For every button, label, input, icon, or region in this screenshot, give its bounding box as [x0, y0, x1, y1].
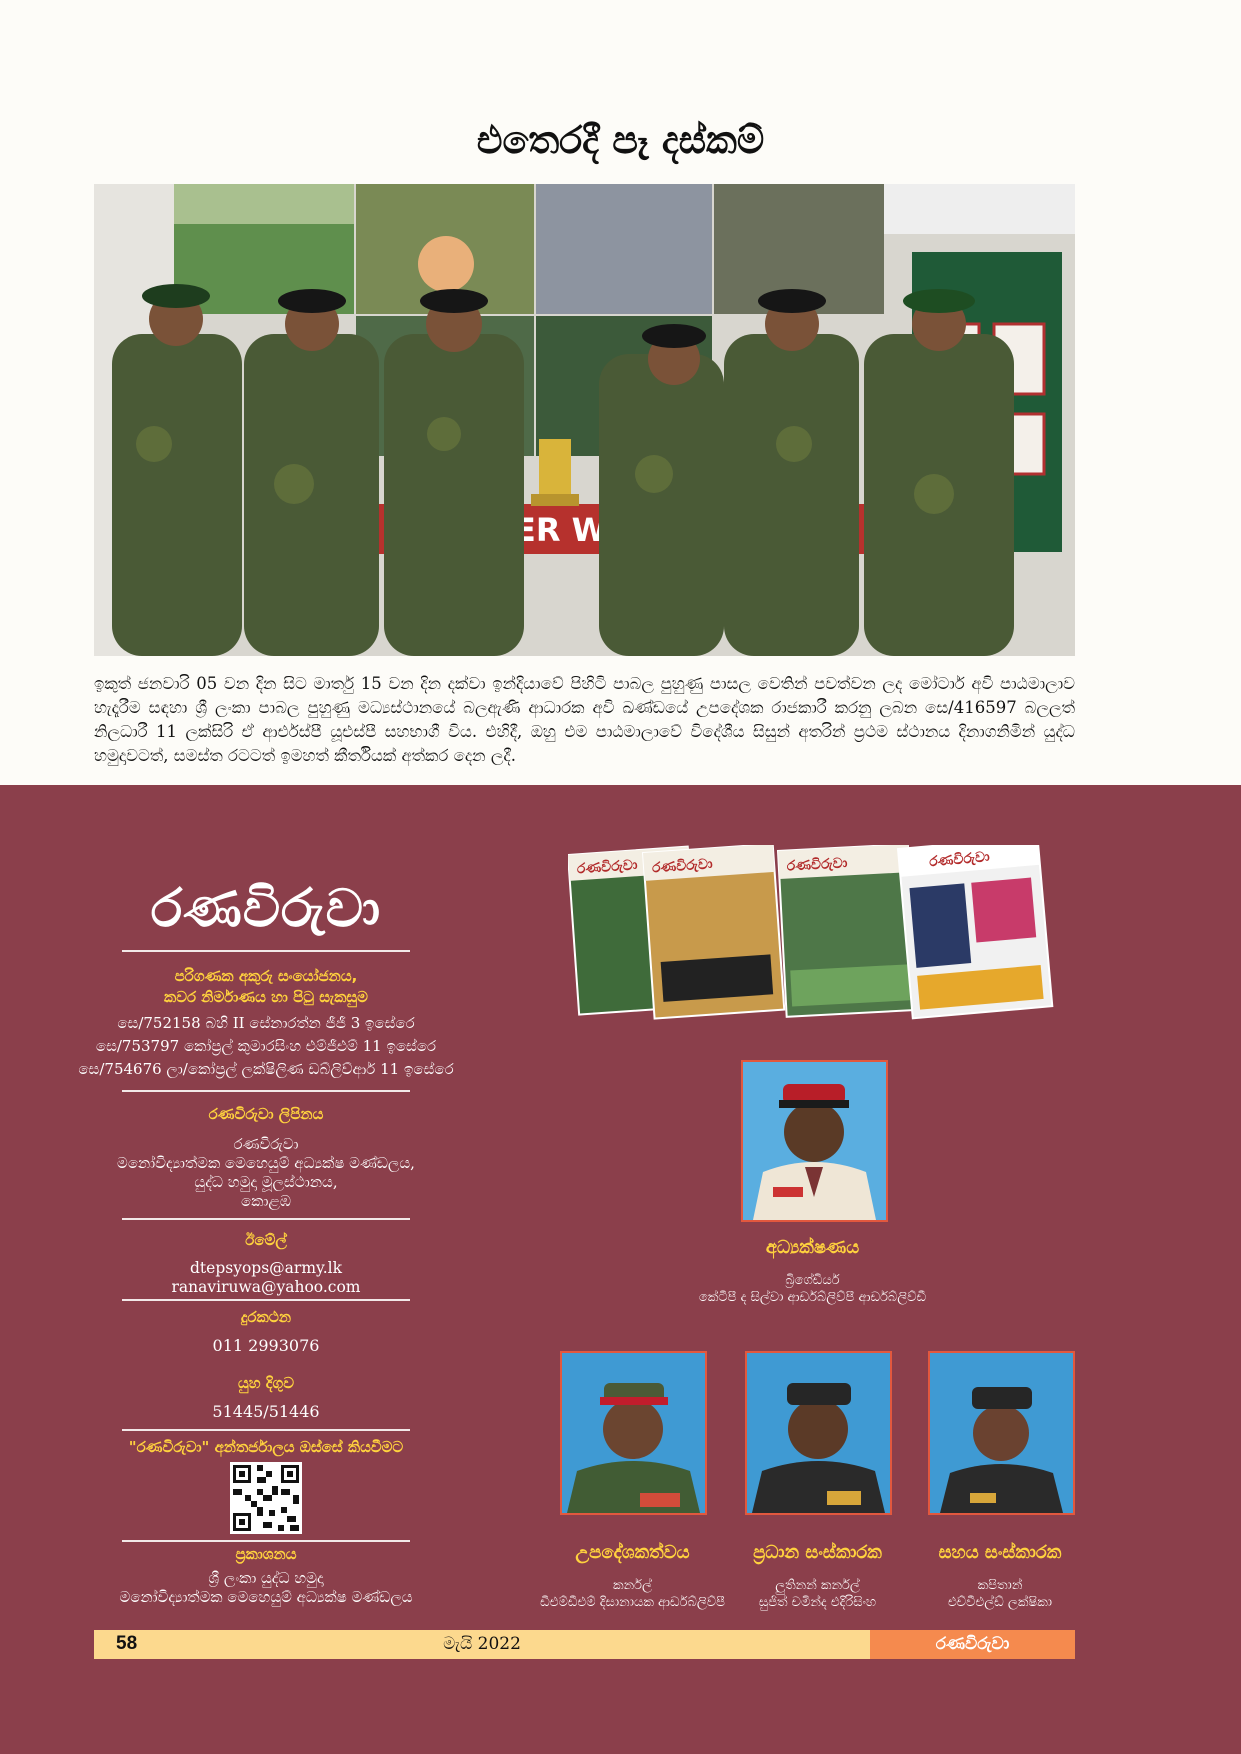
phone-number: 011 2993076: [212, 1336, 320, 1355]
assistant-editor-rank: කපිතාන්: [977, 1578, 1023, 1593]
credits-title-line2: කවර නිර්මාණය හා පිටු සැකසුම: [164, 988, 368, 1006]
email-section: [48, 1230, 484, 1297]
divider: [122, 1540, 410, 1542]
director-rank: බ්‍රිගේඩියර්: [785, 1273, 840, 1288]
director-name: කේටීපී ද සිල්වා ආර්ඩබ්ලිව්පී ආර්ඩබ්ලිව්ඩී: [698, 1290, 927, 1305]
cover-masthead: රණවිරුවා: [651, 856, 714, 877]
divider: [122, 1429, 410, 1431]
article-body: ඉකුත් ජනවාරි 05 වන දින සිට මාර්තු 15 වන දින දක්වා ඉන්දියාවේ පිහිටි පාබල පුහුණු පාසල වෙතින් පවත්වන ලද මෝටාර් අවි පාඨමාලාව හැදෑරීම සඳහා ශ්‍රී ලංකා පාබල පුහුණු මධ්‍යස්ථානයේ බලඇණි ආධාරක අවි ඛණ්ඩයේ උපදේශක රාජකාරී කරනු ලබන සෙ/416597 බලලත් නිලධාරී 11 ලක්සිරි ඒ ආර්එස්පී යූඑස්පී සහභාගී විය. එහිදී, ඔහු එම පාඨමාලාවේ විදේශීය සිසුන් අතරින් ප්‍රථම ස්ථානය දිනාගනිමින් යුද්ධ හමුදාවටත්, සමස්ත රටටත් ඉමහත් කීර්තියක් අත්කර දෙන ලදී.: [94, 674, 1075, 765]
issue-date: මැයි 2022: [443, 1634, 521, 1654]
advisor-role: උපදේශකත්වය: [575, 1542, 690, 1563]
award-photo: [94, 184, 1075, 656]
page-footer: [94, 1630, 1075, 1659]
email-address[interactable]: ranaviruwa@yahoo.com: [171, 1278, 361, 1296]
army-line-number: 51445/51446: [212, 1402, 320, 1421]
army-line-title: යුහ දිගුව: [238, 1374, 294, 1392]
photo-banner-text: ER: [514, 511, 561, 549]
chief-editor-role: ප්‍රධාන සංස්කාරක: [753, 1542, 882, 1563]
credits-section: [48, 966, 484, 1081]
divider: [122, 950, 410, 952]
phone-section: [48, 1307, 484, 1355]
online-section: [48, 1437, 484, 1534]
chief-editor-name: සුජිත් චමින්ද එදිරිසිංහ: [758, 1595, 877, 1610]
footer-masthead: රණවිරුවා: [935, 1634, 1010, 1654]
advisor-rank: කර්නල්: [613, 1578, 652, 1593]
chief-editor-portrait: [745, 1351, 892, 1515]
masthead-logo: රණවිරුවා: [150, 879, 382, 939]
credits-title-line1: පරිගණක අකුරු සංයෝජනය,: [174, 967, 358, 985]
cover-masthead: රණවිරුවා: [576, 857, 639, 878]
divider: [122, 1299, 410, 1301]
office-section: [48, 1104, 484, 1211]
advisor-portrait: [560, 1351, 707, 1515]
credit-line: සෙ/754676 ලා/කෝප්‍රල් ලක්ෂිලිණ ඩබ්ලිව්ආර් 11 ඉසේරෙ: [78, 1060, 454, 1078]
credit-line: සෙ/753797 කෝප්‍රල් කුමාරසිංහ එම්ජීඑම් 11 ඉසේරෙ: [95, 1037, 437, 1055]
director-role: අධ්‍යක්ෂණය: [765, 1237, 860, 1258]
office-line: යුද්ධ හමුදා මූලස්ථානය,: [194, 1173, 338, 1191]
page-number: 58: [116, 1633, 138, 1654]
divider: [122, 1090, 410, 1092]
article-headline: එතෙරදී පෑ දස්කම්: [476, 118, 765, 162]
email-address[interactable]: dtepsyops@army.lk: [190, 1259, 342, 1277]
credits-column: [48, 785, 484, 1607]
assistant-editor-name: එච්වීඑල්ඩ් ලක්ෂිකා: [947, 1595, 1053, 1610]
director-portrait: [741, 1060, 888, 1222]
online-title: "රණවිරුවා" අන්තර්ජාලය ඔස්සේ කියවීමට: [128, 1438, 404, 1456]
publisher-title: ප්‍රකාශනය: [235, 1545, 297, 1563]
magazine-covers: [568, 845, 1080, 1027]
publisher-line: ශ්‍රී ලංකා යුද්ධ හමුදා: [208, 1569, 324, 1587]
office-line: මනෝවිද්‍යාත්මක මෙහෙයුම් අධ්‍යක්ෂ මණ්ඩලය,: [117, 1154, 415, 1172]
publisher-section: [48, 1544, 484, 1607]
footer-left-bar: [94, 1630, 870, 1659]
publisher-line: මනෝවිද්‍යාත්මක මෙහෙයුම් අධ්‍යක්ෂ මණ්ඩලය: [119, 1588, 413, 1606]
email-title: ඊමේල්: [245, 1231, 287, 1249]
qr-code[interactable]: [230, 1462, 302, 1534]
cover-masthead: රණවිරුවා: [786, 855, 848, 875]
office-title: රණවිරුවා ලිපිනය: [208, 1105, 324, 1123]
office-line: කොළඹ: [241, 1192, 291, 1210]
office-line: රණවිරුවා: [233, 1135, 299, 1153]
credit-line: සෙ/752158 බහි II සේනාරත්න ජීජී 3 ඉසේරෙ: [117, 1014, 415, 1032]
phone-title: දුරකථන: [240, 1308, 292, 1326]
divider: [122, 1218, 410, 1220]
credits-panel: [0, 785, 1241, 1754]
assistant-editor-portrait: [928, 1351, 1075, 1515]
chief-editor-rank: ලුතිනන් කර්නල්: [775, 1578, 860, 1593]
cover-masthead: රණවිරුවා: [928, 849, 991, 871]
footer-right-bar: [870, 1630, 1075, 1659]
advisor-name: ඩීඑම්ඩීඑම් දිසානායක ආර්ඩබ්ලිව්පී: [540, 1595, 725, 1610]
assistant-editor-role: සහය සංස්කාරක: [938, 1542, 1062, 1563]
army-line-section: [48, 1373, 484, 1421]
